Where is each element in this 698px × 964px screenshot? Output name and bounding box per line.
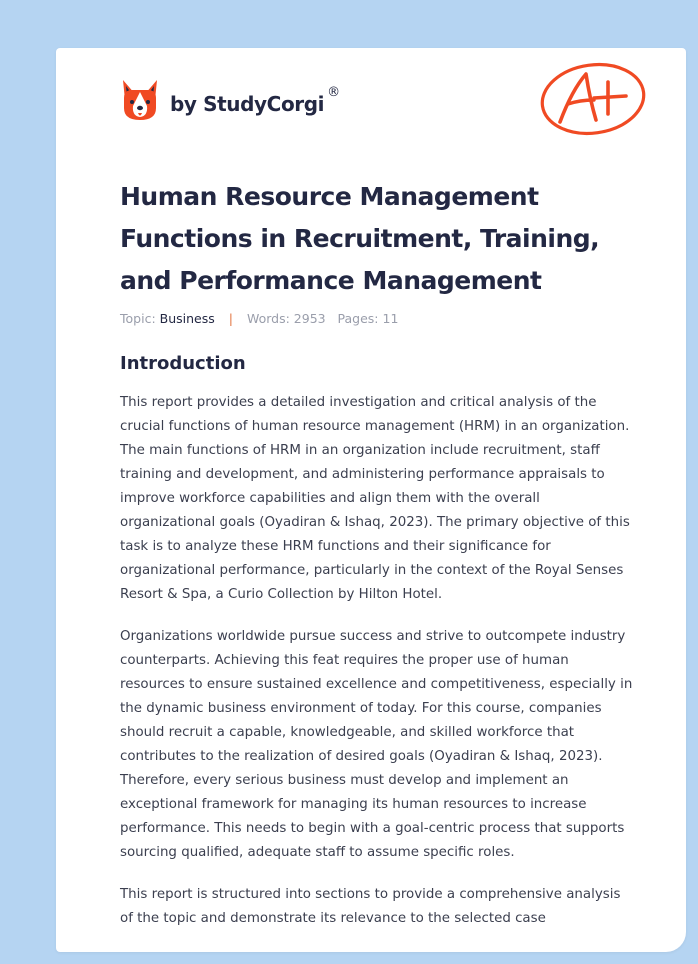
document-body xyxy=(120,391,634,949)
words-count: 2953 xyxy=(293,311,326,326)
paragraph: This report is structured into sections to provide a comprehensive analysis of the topic and demonstrate its relevance to the selected case xyxy=(120,887,621,926)
paragraph: This report provides a detailed investigation and critical analysis of the crucial functions of human resource management (HRM) in an organization. The main functions of HRM in an organization include recruitment, staff training and development, and administering performance appraisals to improve workforce capabilities and align them with the overall organizational goals (Oyadiran & Ishaq, 2023). The primary objective of this task is to analyze these HRM functions and their significance for organizational performance, particularly in the context of the Royal Senses Resort & Spa, a Curio Collection by Hilton Hotel. xyxy=(120,395,630,602)
pages-label: Pages: xyxy=(337,311,379,326)
corgi-logo-icon xyxy=(120,78,160,124)
document-meta xyxy=(120,311,398,326)
section-heading: Introduction xyxy=(120,353,246,374)
topic-link[interactable]: Business xyxy=(159,311,215,326)
document-page xyxy=(56,48,686,952)
brand-header[interactable] xyxy=(120,75,340,127)
brand-name: by StudyCorgi xyxy=(170,92,325,116)
document-title: Human Resource Management Functions in Recruitment, Training, and Performance Management xyxy=(120,182,600,295)
pages-count: 11 xyxy=(382,311,399,326)
registered-mark: ® xyxy=(327,84,340,100)
topic-label: Topic: xyxy=(120,311,156,326)
paragraph: Organizations worldwide pursue success and strive to outcompete industry counterparts. Achieving this feat requires the proper use of human resources to ensure sustained excellence and competitiveness, especially in the dynamic business environment of today. For this course, companies should recruit a capable, knowledgeable, and skilled workforce that contributes to the realization of desired goals (Oyadiran & Ishaq, 2023). Therefore, every serious business must develop and implement an exceptional framework for managing its human resources to increase performance. This needs to begin with a goal-centric process that supports sourcing qualified, adequate staff to assume specific roles. xyxy=(120,629,633,860)
meta-separator: | xyxy=(228,311,233,326)
words-label: Words: xyxy=(246,311,290,326)
a-plus-grade-icon xyxy=(538,60,648,138)
